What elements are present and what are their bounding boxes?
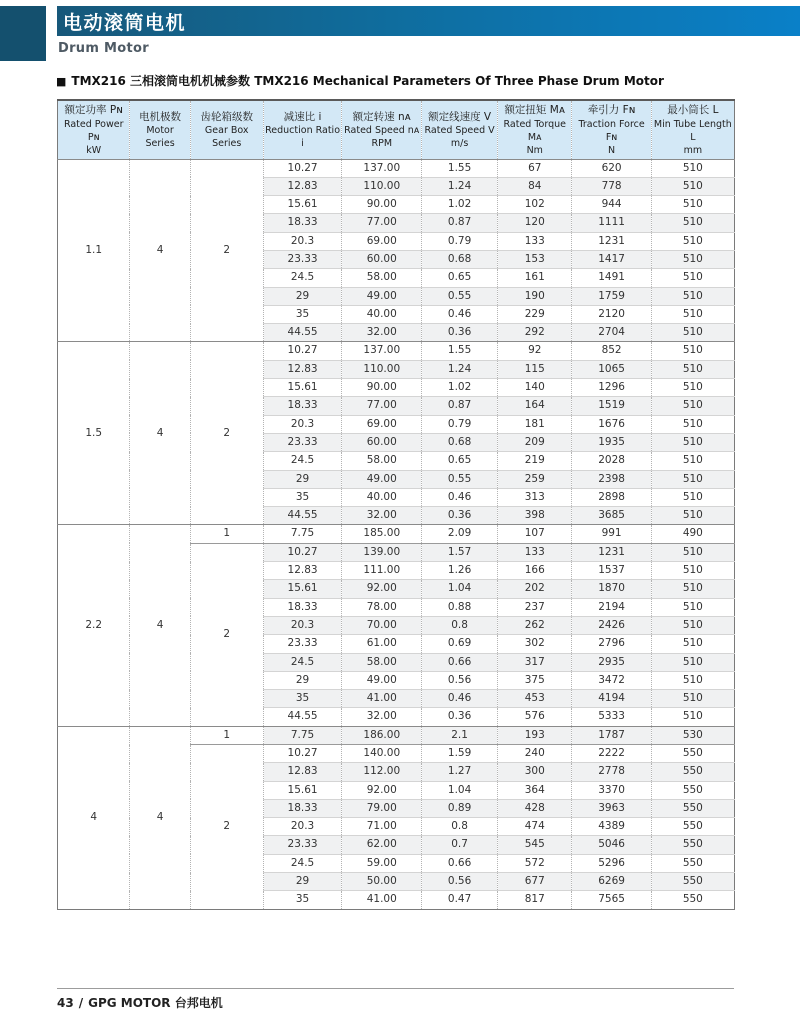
data-cell: 510: [651, 507, 734, 525]
data-cell: 153: [498, 250, 572, 268]
data-cell: 137.00: [342, 159, 422, 177]
data-cell: 164: [498, 397, 572, 415]
data-cell: 1.02: [422, 196, 498, 214]
data-cell: 237: [498, 598, 572, 616]
data-cell: 1759: [572, 287, 651, 305]
data-cell: 0.36: [422, 507, 498, 525]
data-cell: 40.00: [342, 305, 422, 323]
data-cell: 112.00: [342, 763, 422, 781]
data-cell: 991: [572, 525, 651, 543]
data-cell: 32.00: [342, 708, 422, 726]
data-cell: 510: [651, 214, 734, 232]
gearbox-series-cell: 1: [190, 525, 263, 543]
column-header-3: 减速比 i Reduction Ratio i: [263, 100, 342, 159]
data-cell: 1.04: [422, 781, 498, 799]
data-cell: 24.5: [263, 653, 342, 671]
data-cell: 550: [651, 854, 734, 872]
data-cell: 550: [651, 891, 734, 909]
motor-series-cell: 4: [130, 525, 190, 726]
data-cell: 49.00: [342, 671, 422, 689]
data-cell: 107: [498, 525, 572, 543]
data-cell: 12.83: [263, 177, 342, 195]
motor-series-cell: 4: [130, 726, 190, 909]
data-cell: 67: [498, 159, 572, 177]
data-cell: 1.59: [422, 745, 498, 763]
data-cell: 24.5: [263, 452, 342, 470]
column-header-7: 牵引力 Fɴ Traction Force Fɴ N: [572, 100, 651, 159]
data-cell: 0.79: [422, 415, 498, 433]
data-cell: 0.88: [422, 598, 498, 616]
data-cell: 510: [651, 269, 734, 287]
data-cell: 259: [498, 470, 572, 488]
data-cell: 0.8: [422, 616, 498, 634]
column-header-1: 电机极数 Motor Series: [130, 100, 190, 159]
column-header-6: 额定扭矩 Mᴀ Rated Torque Mᴀ Nm: [498, 100, 572, 159]
table-row: [58, 159, 735, 177]
data-cell: 510: [651, 177, 734, 195]
data-cell: 1.55: [422, 159, 498, 177]
table-row: [58, 726, 735, 744]
data-cell: 817: [498, 891, 572, 909]
data-cell: 140.00: [342, 745, 422, 763]
parameters-table: [57, 99, 735, 910]
data-cell: 550: [651, 763, 734, 781]
data-cell: 5046: [572, 836, 651, 854]
data-cell: 550: [651, 745, 734, 763]
data-cell: 510: [651, 708, 734, 726]
data-cell: 510: [651, 379, 734, 397]
data-cell: 12.83: [263, 763, 342, 781]
data-cell: 186.00: [342, 726, 422, 744]
data-cell: 92.00: [342, 781, 422, 799]
data-cell: 23.33: [263, 836, 342, 854]
data-cell: 474: [498, 818, 572, 836]
data-cell: 852: [572, 342, 651, 360]
column-header-8: 最小筒长 L Min Tube Length L mm: [651, 100, 734, 159]
data-cell: 576: [498, 708, 572, 726]
data-cell: 1065: [572, 360, 651, 378]
data-cell: 139.00: [342, 543, 422, 561]
footer-separator: /: [78, 996, 84, 1010]
data-cell: 44.55: [263, 708, 342, 726]
data-cell: 550: [651, 836, 734, 854]
data-cell: 490: [651, 525, 734, 543]
section-title-text: TMX216 三相滚筒电机机械参数 TMX216 Mechanical Parameters Of Three Phase Drum Motor: [71, 74, 664, 88]
data-cell: 1.24: [422, 360, 498, 378]
data-cell: 545: [498, 836, 572, 854]
data-cell: 12.83: [263, 562, 342, 580]
data-cell: 778: [572, 177, 651, 195]
page-footer: [57, 994, 223, 1011]
data-cell: 2120: [572, 305, 651, 323]
data-cell: 2796: [572, 635, 651, 653]
data-cell: 166: [498, 562, 572, 580]
data-cell: 3472: [572, 671, 651, 689]
data-cell: 185.00: [342, 525, 422, 543]
data-cell: 18.33: [263, 397, 342, 415]
power-cell: 4: [58, 726, 130, 909]
data-cell: 510: [651, 690, 734, 708]
data-cell: 29: [263, 287, 342, 305]
data-cell: 15.61: [263, 196, 342, 214]
data-cell: 202: [498, 580, 572, 598]
data-cell: 4194: [572, 690, 651, 708]
gearbox-series-cell: 2: [190, 159, 263, 342]
data-cell: 12.83: [263, 360, 342, 378]
data-cell: 2.1: [422, 726, 498, 744]
data-cell: 209: [498, 433, 572, 451]
data-cell: 1111: [572, 214, 651, 232]
data-cell: 2398: [572, 470, 651, 488]
data-cell: 102: [498, 196, 572, 214]
data-cell: 29: [263, 470, 342, 488]
gearbox-series-cell: 2: [190, 745, 263, 910]
data-cell: 530: [651, 726, 734, 744]
data-cell: 0.46: [422, 305, 498, 323]
data-cell: 620: [572, 159, 651, 177]
data-cell: 44.55: [263, 507, 342, 525]
power-cell: 1.1: [58, 159, 130, 342]
data-cell: 510: [651, 488, 734, 506]
data-cell: 10.27: [263, 543, 342, 561]
data-cell: 0.46: [422, 488, 498, 506]
data-cell: 0.47: [422, 891, 498, 909]
data-cell: 2426: [572, 616, 651, 634]
data-cell: 510: [651, 470, 734, 488]
data-cell: 1537: [572, 562, 651, 580]
data-cell: 0.87: [422, 397, 498, 415]
data-cell: 24.5: [263, 269, 342, 287]
data-cell: 29: [263, 671, 342, 689]
data-cell: 7565: [572, 891, 651, 909]
data-cell: 0.89: [422, 799, 498, 817]
data-cell: 49.00: [342, 287, 422, 305]
data-cell: 0.36: [422, 708, 498, 726]
data-cell: 510: [651, 324, 734, 342]
data-cell: 58.00: [342, 653, 422, 671]
data-cell: 550: [651, 873, 734, 891]
data-cell: 20.3: [263, 616, 342, 634]
data-cell: 1.57: [422, 543, 498, 561]
data-cell: 58.00: [342, 269, 422, 287]
data-cell: 453: [498, 690, 572, 708]
data-cell: 140: [498, 379, 572, 397]
data-cell: 1787: [572, 726, 651, 744]
data-cell: 0.66: [422, 653, 498, 671]
data-cell: 71.00: [342, 818, 422, 836]
data-cell: 32.00: [342, 507, 422, 525]
data-cell: 77.00: [342, 214, 422, 232]
data-cell: 1676: [572, 415, 651, 433]
data-cell: 0.87: [422, 214, 498, 232]
data-cell: 1.24: [422, 177, 498, 195]
data-cell: 111.00: [342, 562, 422, 580]
data-cell: 0.68: [422, 250, 498, 268]
data-cell: 510: [651, 562, 734, 580]
data-cell: 23.33: [263, 250, 342, 268]
data-cell: 92.00: [342, 580, 422, 598]
data-cell: 1491: [572, 269, 651, 287]
data-cell: 398: [498, 507, 572, 525]
data-cell: 428: [498, 799, 572, 817]
power-cell: 1.5: [58, 342, 130, 525]
column-header-0: 额定功率 Pɴ Rated Power Pɴ kW: [58, 100, 130, 159]
data-cell: 29: [263, 873, 342, 891]
data-cell: 24.5: [263, 854, 342, 872]
data-cell: 0.68: [422, 433, 498, 451]
data-cell: 58.00: [342, 452, 422, 470]
data-cell: 15.61: [263, 379, 342, 397]
data-cell: 69.00: [342, 415, 422, 433]
data-cell: 32.00: [342, 324, 422, 342]
data-cell: 20.3: [263, 415, 342, 433]
data-cell: 375: [498, 671, 572, 689]
data-cell: 61.00: [342, 635, 422, 653]
data-cell: 510: [651, 196, 734, 214]
data-cell: 510: [651, 452, 734, 470]
data-cell: 510: [651, 232, 734, 250]
data-cell: 110.00: [342, 177, 422, 195]
power-cell: 2.2: [58, 525, 130, 726]
data-cell: 5296: [572, 854, 651, 872]
data-cell: 229: [498, 305, 572, 323]
data-cell: 510: [651, 397, 734, 415]
data-cell: 15.61: [263, 580, 342, 598]
data-cell: 0.56: [422, 873, 498, 891]
data-cell: 59.00: [342, 854, 422, 872]
data-cell: 0.56: [422, 671, 498, 689]
section-title: [56, 72, 664, 89]
data-cell: 190: [498, 287, 572, 305]
data-cell: 90.00: [342, 379, 422, 397]
data-cell: 23.33: [263, 433, 342, 451]
data-cell: 181: [498, 415, 572, 433]
data-cell: 510: [651, 433, 734, 451]
data-cell: 1935: [572, 433, 651, 451]
data-cell: 5333: [572, 708, 651, 726]
gearbox-series-cell: 2: [190, 342, 263, 525]
data-cell: 78.00: [342, 598, 422, 616]
data-cell: 262: [498, 616, 572, 634]
data-cell: 90.00: [342, 196, 422, 214]
data-cell: 18.33: [263, 799, 342, 817]
banner-title: 电动滚筒电机: [63, 11, 187, 34]
data-cell: 6269: [572, 873, 651, 891]
data-cell: 1519: [572, 397, 651, 415]
data-cell: 92: [498, 342, 572, 360]
data-cell: 69.00: [342, 232, 422, 250]
data-cell: 0.8: [422, 818, 498, 836]
data-cell: 510: [651, 598, 734, 616]
data-cell: 77.00: [342, 397, 422, 415]
data-cell: 510: [651, 342, 734, 360]
data-cell: 15.61: [263, 781, 342, 799]
footer-brand: GPG MOTOR 台邦电机: [88, 996, 223, 1010]
data-cell: 79.00: [342, 799, 422, 817]
data-cell: 137.00: [342, 342, 422, 360]
data-cell: 3685: [572, 507, 651, 525]
table-row: [58, 525, 735, 543]
data-cell: 1.27: [422, 763, 498, 781]
column-header-5: 额定线速度 V Rated Speed V m/s: [422, 100, 498, 159]
data-cell: 3370: [572, 781, 651, 799]
data-cell: 20.3: [263, 818, 342, 836]
data-cell: 1296: [572, 379, 651, 397]
data-cell: 1231: [572, 232, 651, 250]
data-cell: 510: [651, 415, 734, 433]
data-cell: 0.65: [422, 269, 498, 287]
data-cell: 40.00: [342, 488, 422, 506]
data-cell: 1870: [572, 580, 651, 598]
data-cell: 510: [651, 360, 734, 378]
data-cell: 510: [651, 580, 734, 598]
data-cell: 41.00: [342, 891, 422, 909]
data-cell: 10.27: [263, 159, 342, 177]
data-cell: 44.55: [263, 324, 342, 342]
data-cell: 23.33: [263, 635, 342, 653]
data-cell: 1417: [572, 250, 651, 268]
header-side-block: [0, 6, 46, 61]
data-cell: 0.55: [422, 470, 498, 488]
data-cell: 70.00: [342, 616, 422, 634]
data-cell: 20.3: [263, 232, 342, 250]
data-cell: 1.04: [422, 580, 498, 598]
data-cell: 41.00: [342, 690, 422, 708]
data-cell: 60.00: [342, 433, 422, 451]
data-cell: 35: [263, 891, 342, 909]
data-cell: 510: [651, 305, 734, 323]
data-cell: 18.33: [263, 214, 342, 232]
data-cell: 510: [651, 287, 734, 305]
data-cell: 302: [498, 635, 572, 653]
table-row: [58, 342, 735, 360]
data-cell: 364: [498, 781, 572, 799]
data-cell: 7.75: [263, 726, 342, 744]
data-cell: 292: [498, 324, 572, 342]
data-cell: 2222: [572, 745, 651, 763]
motor-series-cell: 4: [130, 342, 190, 525]
data-cell: 62.00: [342, 836, 422, 854]
data-cell: 133: [498, 232, 572, 250]
data-cell: 572: [498, 854, 572, 872]
data-cell: 2898: [572, 488, 651, 506]
data-cell: 193: [498, 726, 572, 744]
data-cell: 60.00: [342, 250, 422, 268]
data-cell: 0.69: [422, 635, 498, 653]
data-cell: 110.00: [342, 360, 422, 378]
data-cell: 2704: [572, 324, 651, 342]
data-cell: 240: [498, 745, 572, 763]
data-cell: 35: [263, 488, 342, 506]
page-banner: [57, 6, 800, 36]
data-cell: 0.55: [422, 287, 498, 305]
data-cell: 510: [651, 159, 734, 177]
column-header-2: 齿轮箱级数 Gear Box Series: [190, 100, 263, 159]
data-cell: 18.33: [263, 598, 342, 616]
data-cell: 35: [263, 305, 342, 323]
data-cell: 510: [651, 671, 734, 689]
data-cell: 84: [498, 177, 572, 195]
section-bullet-icon: ■: [56, 75, 67, 88]
data-cell: 35: [263, 690, 342, 708]
data-cell: 1.55: [422, 342, 498, 360]
data-cell: 49.00: [342, 470, 422, 488]
data-cell: 133: [498, 543, 572, 561]
data-cell: 550: [651, 818, 734, 836]
data-cell: 2935: [572, 653, 651, 671]
data-cell: 317: [498, 653, 572, 671]
data-cell: 0.65: [422, 452, 498, 470]
data-cell: 0.36: [422, 324, 498, 342]
data-cell: 10.27: [263, 745, 342, 763]
banner-subtitle: Drum Motor: [58, 41, 149, 56]
data-cell: 4389: [572, 818, 651, 836]
data-cell: 510: [651, 653, 734, 671]
column-header-4: 额定转速 nᴀ Rated Speed nᴀ RPM: [342, 100, 422, 159]
data-cell: 120: [498, 214, 572, 232]
data-cell: 1231: [572, 543, 651, 561]
data-cell: 50.00: [342, 873, 422, 891]
data-cell: 0.7: [422, 836, 498, 854]
data-cell: 1.02: [422, 379, 498, 397]
data-cell: 550: [651, 781, 734, 799]
data-cell: 0.79: [422, 232, 498, 250]
motor-series-cell: 4: [130, 159, 190, 342]
data-cell: 115: [498, 360, 572, 378]
data-cell: 2194: [572, 598, 651, 616]
gearbox-series-cell: 1: [190, 726, 263, 744]
data-cell: 510: [651, 543, 734, 561]
data-cell: 2028: [572, 452, 651, 470]
data-cell: 510: [651, 250, 734, 268]
data-cell: 944: [572, 196, 651, 214]
data-cell: 0.66: [422, 854, 498, 872]
data-cell: 510: [651, 616, 734, 634]
data-cell: 510: [651, 635, 734, 653]
data-cell: 7.75: [263, 525, 342, 543]
data-cell: 1.26: [422, 562, 498, 580]
data-cell: 313: [498, 488, 572, 506]
data-cell: 10.27: [263, 342, 342, 360]
data-cell: 550: [651, 799, 734, 817]
gearbox-series-cell: 2: [190, 543, 263, 726]
data-cell: 677: [498, 873, 572, 891]
data-cell: 2778: [572, 763, 651, 781]
data-cell: 3963: [572, 799, 651, 817]
data-cell: 161: [498, 269, 572, 287]
footer-divider: [57, 988, 734, 989]
data-cell: 2.09: [422, 525, 498, 543]
data-cell: 219: [498, 452, 572, 470]
parameters-table-wrap: [57, 99, 735, 910]
page-number: 43: [57, 996, 74, 1010]
data-cell: 300: [498, 763, 572, 781]
data-cell: 0.46: [422, 690, 498, 708]
